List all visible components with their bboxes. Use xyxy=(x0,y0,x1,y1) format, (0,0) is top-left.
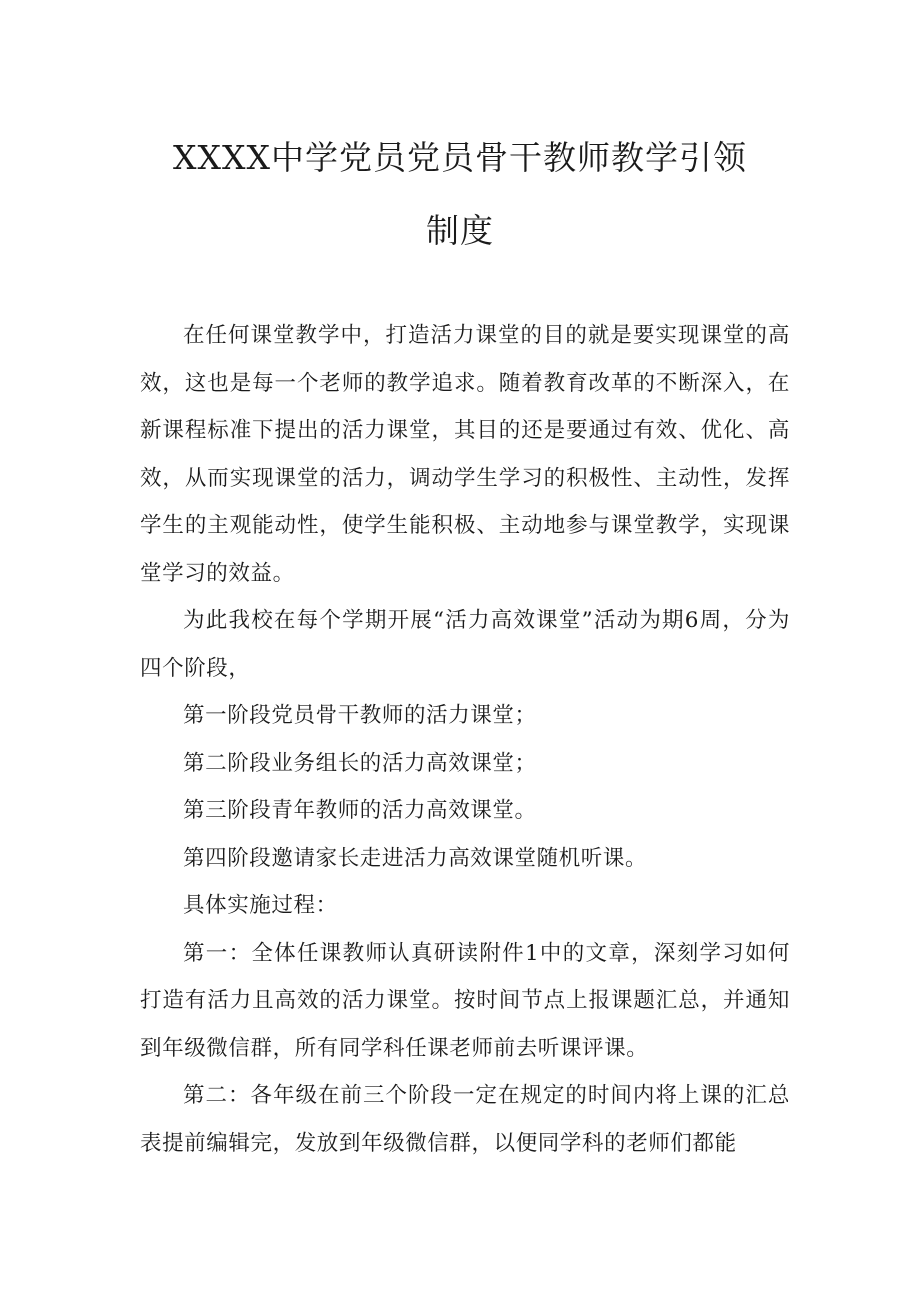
paragraph-stage-1: 第一阶段党员骨干教师的活力课堂； xyxy=(183,703,537,728)
paragraph-step-2: 第二：各年级在前三个阶段一定在规定的时间内将上课的汇总表提前编辑完，发放到年级微信群，以便同学科的老师们都能 xyxy=(140,1083,790,1156)
page-title-continued: 制度 xyxy=(426,211,494,250)
paragraph-intro: 在任何课堂教学中，打造活力课堂的目的就是要实现课堂的高效，这也是每一个老师的教学追求。随着教育改革的不断深入，在新课程标准下提出的活力课堂，其目的还是要通过有效、优化、高效，从而实现课堂的活力，调动学生学习的积极性、主动性，发挥学生的主观能动性，使学生能积极、主动地参与课堂教学，实现课堂学习的效益。 xyxy=(140,323,790,586)
paragraph-stage-3: 第三阶段青年教师的活力高效课堂。 xyxy=(183,798,537,823)
paragraph-activity: 为此我校在每个学期开展“活力高效课堂”活动为期6周，分为四个阶段， xyxy=(140,608,790,681)
paragraph-step-1: 第一：全体任课教师认真研读附件1中的文章，深刻学习如何打造有活力且高效的活力课堂。按时间节点上报课题汇总，并通知到年级微信群，所有同学科任课老师前去听课评课。 xyxy=(140,940,790,1061)
paragraph-process-heading: 具体实施过程： xyxy=(183,893,338,918)
page-title: XXXX中学党员党员骨干教师教学引领 xyxy=(173,138,747,177)
paragraph-stage-4: 第四阶段邀请家长走进活力高效课堂随机听课。 xyxy=(183,845,648,871)
paragraph-stage-2: 第二阶段业务组长的活力高效课堂； xyxy=(183,750,537,776)
document-body xyxy=(140,312,790,1167)
